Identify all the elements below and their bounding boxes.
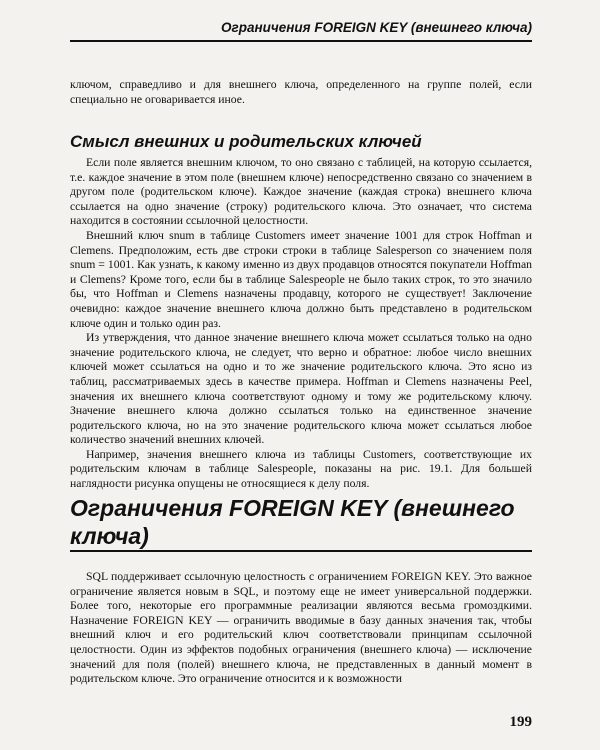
section-foreign-key-paragraph: SQL поддерживает ссылочную целостность с ограничением FOREIGN KEY. Это важное ограничение является новым в SQL, и поэтому еще не имеет универсальной поддержки. Более того, некоторые его программные реализации являются весьма громоздкими. Назначение FOREIGN KEY — ограничить вводимые в базу данных значения так, чтобы внешний ключ и его родительский ключ соответствовали принципам ссылочной целостности. Один из эффектов подобных ограничения (внешнего ключа) — исключение значений для поля (полей) внешнего ключа, не представленных в данный момент в родительском ключе. Это ограничение относится и к возможности <box>70 570 532 686</box>
paragraph: Из утверждения, что данное значение внешнего ключа может ссылаться только на одно значение родительского ключа, не следует, что верно и обратное: любое число внешних ключей может ссылаться на одно и то же значение родительского ключа. Это ясно из таблиц, рассматриваемых здесь в качестве примера. Hoffman и Clemens назначены Peel, значения их внешнего ключа соответствуют одному и тому же родительскому ключу. Значение внешнего ключа должно ссылаться только на единственное значение родительского ключа, но на это значение родительского ключа может ссылаться любое количество значений внешних ключей. <box>70 331 532 447</box>
paragraph: Например, значения внешнего ключа из таблицы Customers, соответствующие их родительским ключам в таблице Salespeople, показаны на рис. 19.1. Для большей наглядности рисунка опущены не относящиеся к делу поля. <box>70 447 532 491</box>
header-rule <box>70 40 532 42</box>
paragraph: Внешний ключ snum в таблице Customers имеет значение 1001 для строк Hoffman и Clemens. Предположим, есть две строки строки в таблице Salesperson со значением поля snum = 1001. Как узнать, к какому именно из двух продавцов относятся покупатели Hoffman и Clemens? Кроме того, если бы в таблице Salespeople не было таких строк, то это значило бы, что Hoffman и Clemens назначены продавцу, которого не существует! Заключение очевидно: каждое значение внешнего ключа должно быть представлено в родительском ключе один и только один раз. <box>70 228 532 330</box>
paragraph: Если поле является внешним ключом, то оно связано с таблицей, на которую ссылается, т.е. каждое значение в этом поле (внешнем ключе) непосредственно связано со значением в другом поле (родительском ключе). Каждое значение (каждая строка) внешнего ключа ссылается на одно значение (строку) родительского ключа. Это означает, что система находится в состоянии ссылочной целостности. <box>70 156 532 228</box>
heading-rule <box>70 550 532 552</box>
running-header: Ограничения FOREIGN KEY (внешнего ключа) <box>221 20 532 35</box>
intro-paragraph: ключом, справедливо и для внешнего ключа, определенного на группе полей, если специально не оговаривается иное. <box>70 78 532 106</box>
section-heading-foreign-key: Ограничения FOREIGN KEY (внешнего ключа) <box>70 495 515 549</box>
section-heading-parent-keys: Смысл внешних и родительских ключей <box>70 132 422 151</box>
page-number: 199 <box>509 714 532 730</box>
section-parent-keys-body <box>70 156 532 492</box>
